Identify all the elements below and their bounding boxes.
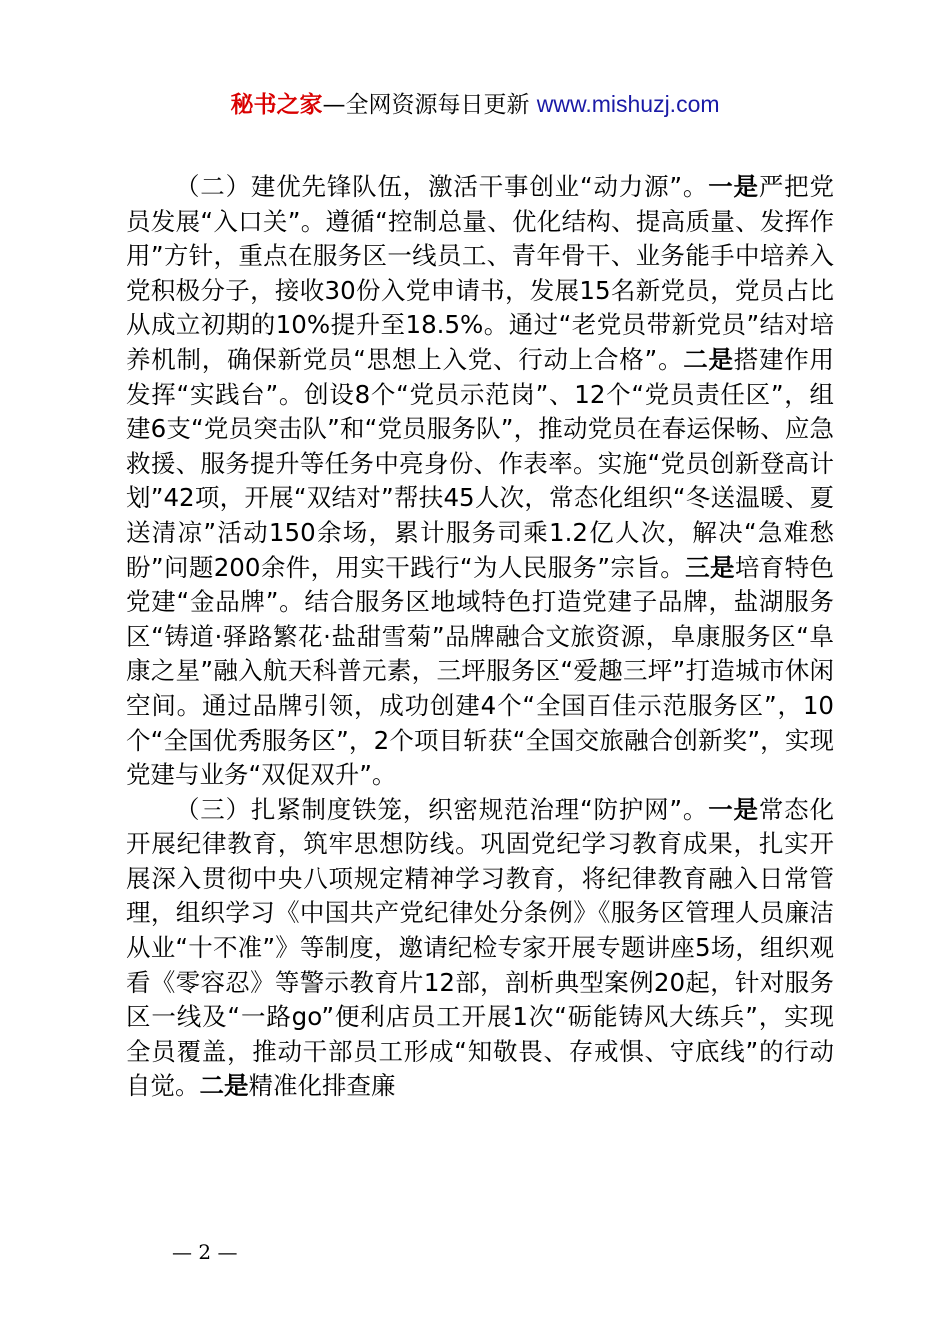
emphasis-second: 二是 (683, 344, 734, 374)
text-segment: （二）建优先锋队伍，激活干事创业“动力源”。 (175, 172, 709, 201)
brand-name: 秘书之家 (230, 92, 323, 118)
text-segment: 常态化开展纪律教育，筑牢思想防线。巩固党纪学习教育成果，扎实开展深入贯彻中央八项规定精神学习教育，将纪律教育融入日常管理，组织学习《中国共产党纪律处分条例》《服务区管理人员廉洁从业“十不准”》等制度，邀请纪检专家开展专题讲座5场，组织观看《零容忍》等警示教育片12部，剖析典型案例20起，针对服务区一线及“一路go”便利店员工开展1次“砺能铸风大练兵”，实现全员覆盖，推动干部员工形成“知敬畏、存戒惧、守底线”的行动自觉。 (126, 794, 834, 1101)
emphasis-first: 一是 (708, 794, 759, 824)
paragraph-section-two (126, 170, 834, 793)
text-segment: （三）扎紧制度铁笼，织密规范治理“防护网”。 (175, 794, 709, 824)
text-segment: 精准化排查廉 (248, 1071, 396, 1101)
site-url-link[interactable]: www.mishuzj.com (536, 91, 720, 117)
emphasis-first: 一是 (708, 172, 759, 201)
emphasis-second: 二是 (199, 1071, 249, 1101)
paragraph-section-three (126, 793, 834, 1104)
emphasis-third: 三是 (685, 552, 735, 582)
text-segment: 搭建作用发挥“实践台”。创设8个“党员示范岗”、12个“党员责任区”，组建6支“党员突击队”和“党员服务队”，推动党员在春运保畅、应急救援、服务提升等任务中亮身份、作表率。实施“党员创新登高计划”42项，开展“双结对”帮扶45人次，常态化组织“冬送温暖、夏送清凉”活动150余场，累计服务司乘1.2亿人次，解决“急难愁盼”问题200余件，用实干践行“为人民服务”宗旨。 (126, 344, 835, 582)
text-segment: 培育特色党建“金品牌”。结合服务区地域特色打造党建子品牌，盐湖服务区“铸道·驿路繁花·盐甜雪菊”品牌融合文旅资源，阜康服务区“阜康之星”融入航天科普元素，三坪服务区“爱趣三坪”打造城市休闲空间。通过品牌引领，成功创建4个“全国百佳示范服务区”，10个“全国优秀服务区”，2个项目斩获“全国交旅融合创新奖”，实现党建与业务“双促双升”。 (126, 552, 835, 790)
document-body (126, 170, 834, 1104)
page-number: — 2 — (172, 1240, 238, 1264)
site-header (0, 88, 950, 121)
header-tagline: —全网资源每日更新 (322, 92, 537, 118)
text-segment: 严把党员发展“入口关”。遵循“控制总量、优化结构、提高质量、发挥作用”方针，重点在服务区一线员工、青年骨干、业务能手中培养入党积极分子，接收30份入党申请书，发展15名新党员，党员占比从成立初期的10%提升至18.5%。通过“老党员带新党员”结对培养机制，确保新党员“思想上入党、行动上合格”。 (126, 172, 834, 374)
